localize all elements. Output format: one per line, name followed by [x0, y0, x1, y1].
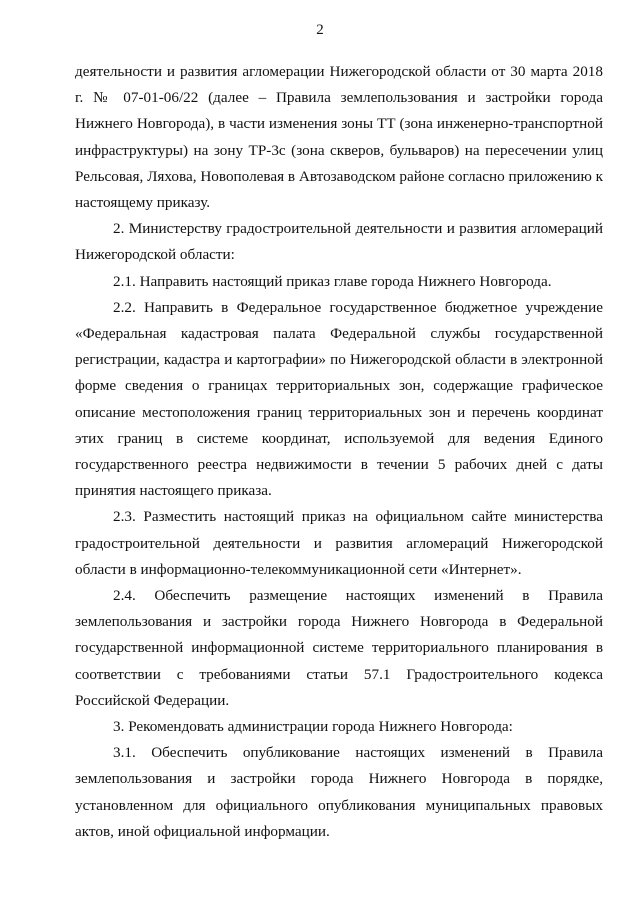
paragraph-item-3: 3. Рекомендовать администрации города Нижнего Новгорода:: [113, 718, 513, 736]
paragraph-item-3-1: 3.1. Обеспечить опубликование настоящих изменений в Правила землепользования и застройки города Нижнего Новгорода в порядке, установленном для официального опубликования муниципальных правовых актов, иной официальной информации.: [75, 744, 603, 840]
document-body: [75, 59, 603, 845]
paragraph-item-2-1: 2.1. Направить настоящий приказ главе города Нижнего Новгорода.: [113, 272, 552, 290]
page-number: 2: [316, 22, 324, 38]
paragraph-item-2-2: 2.2. Направить в Федеральное государственное бюджетное учреждение «Федеральная кадастровая палата Федеральной службы государственной регистрации, кадастра и картографии» по Нижегородской области в электронной форме сведения о границах территориальных зон, содержащие графическое описание местоположения границ территориальных зон и перечень координат этих границ в системе координат, используемой для ведения Единого государственного реестра недвижимости в течении 5 рабочих дней с даты принятия настоящего приказа.: [75, 298, 603, 500]
paragraph-continuation: деятельности и развития агломерации Нижегородской области от 30 марта 2018 г. № 07-01-06/22 (далее – Правила землепользования и застройки города Нижнего Новгорода), в части изменения зоны ТТ (зона инженерно-транспортной инфраструктуры) на зону ТР-3с (зона скверов, бульваров) на пересечении улиц Рельсовая, Ляхова, Новополевая в Автозаводском районе согласно приложению к настоящему приказу.: [75, 63, 603, 212]
paragraph-item-2-3: 2.3. Разместить настоящий приказ на официальном сайте министерства градостроительной деятельности и развития агломераций Нижегородской области в информационно-телекоммуникационной сети «Интернет».: [75, 508, 603, 578]
paragraph-item-2-4: 2.4. Обеспечить размещение настоящих изменений в Правила землепользования и застройки города Нижнего Новгорода в Федеральной государственной информационной системе территориального планирования в соответствии с требованиями статьи 57.1 Градостроительного кодекса Российской Федерации.: [75, 587, 603, 709]
paragraph-item-2: 2. Министерству градостроительной деятельности и развития агломераций Нижегородской области:: [75, 220, 603, 264]
